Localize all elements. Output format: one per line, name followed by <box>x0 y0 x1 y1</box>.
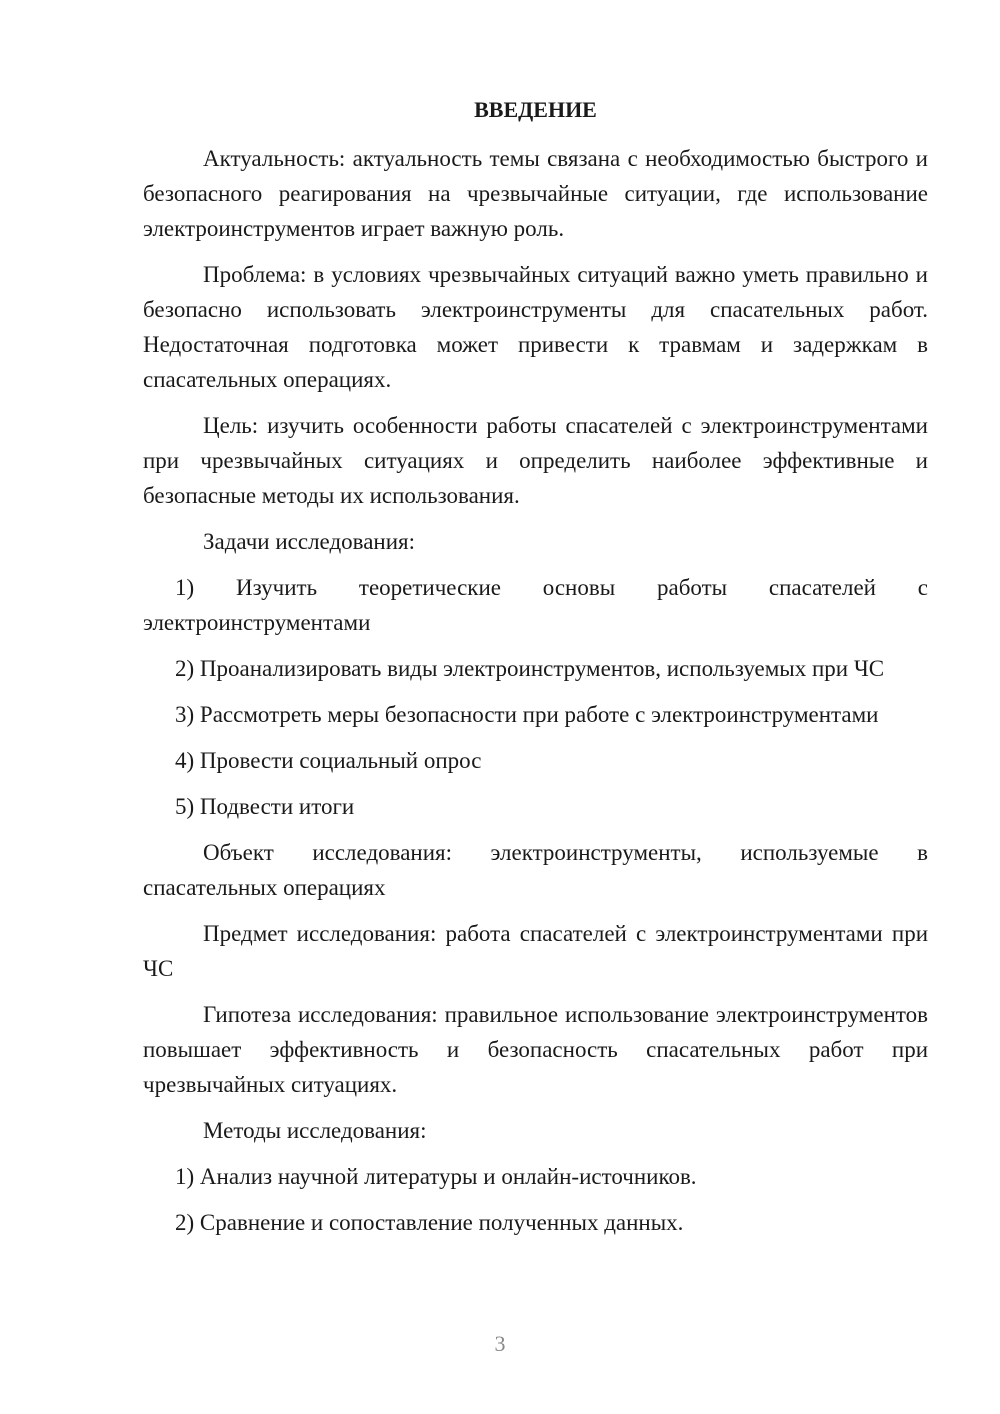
paragraph-subject: Предмет исследования: работа спасателей с электроинструментами при ЧС <box>143 921 928 981</box>
section-title: ВВЕДЕНИЕ <box>474 97 597 122</box>
paragraph-relevance: Актуальность: актуальность темы связана с необходимостью быстрого и безопасного реагирования на чрезвычайные ситуации, где использование электроинструментов играет важную роль. <box>143 146 928 241</box>
method-item: 1) Анализ научной литературы и онлайн-источников. <box>175 1164 697 1189</box>
task-item: 5) Подвести итоги <box>175 794 355 819</box>
method-item: 2) Сравнение и сопоставление полученных данных. <box>175 1210 684 1235</box>
paragraph-problem: Проблема: в условиях чрезвычайных ситуаций важно уметь правильно и безопасно использовать электроинструменты для спасательных работ. Недостаточная подготовка может привести к травмам и задержкам в спасательных операциях. <box>143 262 928 392</box>
paragraph-methods-heading: Методы исследования: <box>203 1118 427 1143</box>
task-item: 1) Изучить теоретические основы работы спасателей с электроинструментами <box>143 575 928 635</box>
paragraph-hypothesis: Гипотеза исследования: правильное использование электроинструментов повышает эффективность и безопасность спасательных работ при чрезвычайных ситуациях. <box>143 1002 928 1097</box>
paragraph-object: Объект исследования: электроинструменты, используемые в спасательных операциях <box>143 840 928 900</box>
document-page <box>143 92 928 1251</box>
task-item: 4) Провести социальный опрос <box>175 748 482 773</box>
task-item: 2) Проанализировать виды электроинструментов, используемых при ЧС <box>175 656 885 681</box>
paragraph-goal: Цель: изучить особенности работы спасателей с электроинструментами при чрезвычайных ситуациях и определить наиболее эффективные и безопасные методы их использования. <box>143 413 928 508</box>
paragraph-tasks-heading: Задачи исследования: <box>203 529 416 554</box>
task-item: 3) Рассмотреть меры безопасности при работе с электроинструментами <box>175 702 879 727</box>
page-number: 3 <box>494 1331 506 1356</box>
